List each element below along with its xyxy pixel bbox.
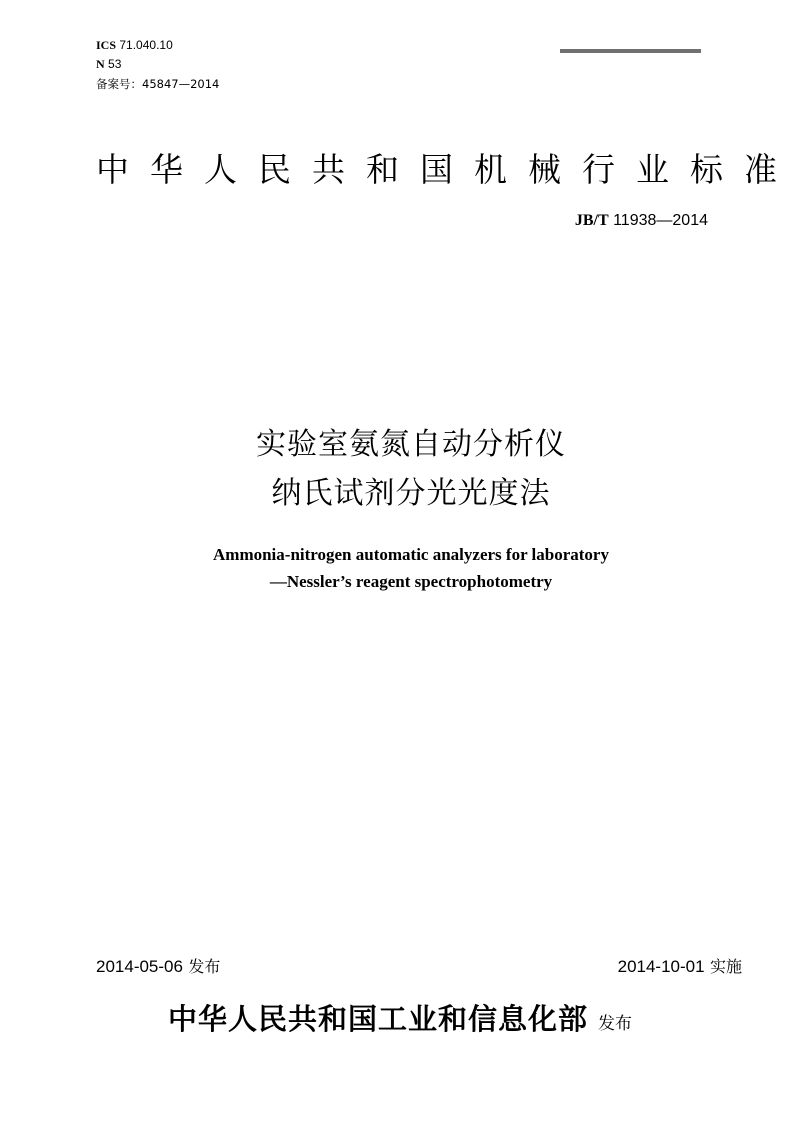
issue-date (96, 956, 220, 978)
english-title-line-2: —Nessler’s reagent spectrophotometry (269, 572, 553, 591)
standard-code: JB/T (574, 212, 609, 229)
ics-classification (96, 37, 173, 53)
implementation-date-label: 实施 (709, 957, 742, 976)
ics-label: ICS (96, 38, 117, 52)
implementation-date (618, 956, 742, 978)
standard-category: 中华人民共和国机械行业标准 (96, 150, 798, 189)
standard-number-value: 11938—2014 (613, 212, 708, 229)
issue-date-label: 发布 (188, 957, 221, 976)
issue-date-value: 2014-05-06 (96, 957, 183, 976)
ics-code: 71.040.10 (119, 38, 173, 52)
filing-number: 备案号：45847—2014 (96, 77, 220, 91)
english-title-line-1: Ammonia-nitrogen automatic analyzers for laboratory (213, 545, 609, 564)
publisher-suffix: 发布 (598, 1014, 632, 1034)
chinese-title-line-1: 实验室氨氮自动分析仪 (256, 427, 566, 462)
ccs-classification (96, 56, 121, 72)
implementation-date-value: 2014-10-01 (617, 957, 705, 976)
ccs-label: N (96, 57, 105, 71)
chinese-title-line-2: 纳氏试剂分光光度法 (271, 476, 551, 511)
header-rule (560, 49, 701, 53)
ccs-code: 53 (108, 57, 122, 71)
publisher (0, 999, 800, 1044)
publisher-name: 中华人民共和国工业和信息化部 (167, 1002, 588, 1036)
standard-number (575, 210, 708, 232)
